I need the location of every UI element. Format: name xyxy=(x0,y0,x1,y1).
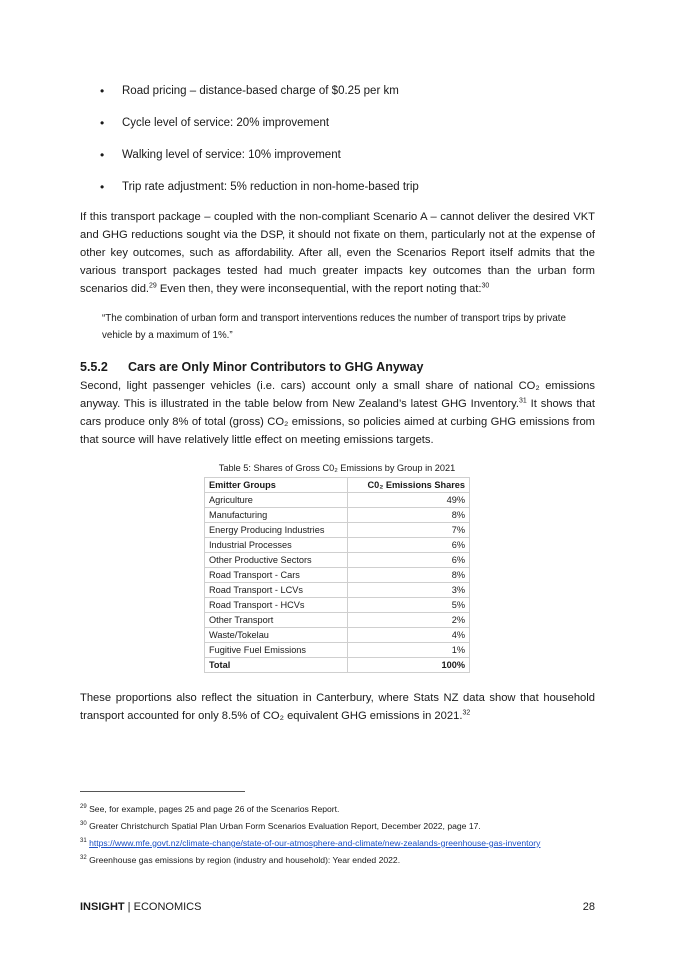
footnote xyxy=(80,834,600,851)
row-label: Industrial Processes xyxy=(205,538,348,553)
row-value: 6% xyxy=(347,553,469,568)
section-number: 5.5.2 xyxy=(80,360,108,374)
row-label: Road Transport - HCVs xyxy=(205,598,348,613)
footnote-link[interactable]: https://www.mfe.govt.nz/climate-change/state-of-our-atmosphere-and-climate/new-zealands-greenhouse-gas-inventory xyxy=(89,837,541,848)
row-value: 3% xyxy=(347,583,469,598)
block-quote: “The combination of urban form and transport interventions reduces the number of transport trips by private vehicle by a maximum of 1%.” xyxy=(102,313,566,341)
section-heading xyxy=(80,360,423,374)
paragraph-cars-share xyxy=(80,377,595,449)
emissions-table xyxy=(204,477,470,673)
bullet-item: • Road pricing – distance-based charge of $0.25 per km xyxy=(100,84,419,116)
page-number: 28 xyxy=(582,901,595,913)
table-total-row xyxy=(205,658,470,673)
bullet-list xyxy=(100,84,419,212)
row-label: Other Transport xyxy=(205,613,348,628)
row-value: 4% xyxy=(347,628,469,643)
row-value: 1% xyxy=(347,643,469,658)
table-caption: Table 5: Shares of Gross C0₂ Emissions by Group in 2021 xyxy=(218,463,456,473)
table-header-row xyxy=(205,478,470,493)
table-row xyxy=(205,628,470,643)
row-value: 2% xyxy=(347,613,469,628)
row-label: Waste/Tokelau xyxy=(205,628,348,643)
paragraph-transport-package xyxy=(80,208,595,298)
table-row xyxy=(205,643,470,658)
paragraph-text: Even then, they were inconsequential, with the report noting that: xyxy=(156,283,482,295)
footnote-number: 29 xyxy=(80,804,87,810)
table-row xyxy=(205,613,470,628)
section-title: Cars are Only Minor Contributors to GHG Anyway xyxy=(128,360,424,374)
row-label: Road Transport - LCVs xyxy=(205,583,348,598)
footnote-ref[interactable]: 30 xyxy=(481,282,490,290)
paragraph-text: Second, light passenger vehicles (i.e. cars) account only a small share of national CO₂ emissions anyway. This is illustrated in the table below from New Zealand’s latest GHG Inventory. xyxy=(80,380,595,410)
table-row xyxy=(205,583,470,598)
paragraph-text: These proportions also reflect the situation in Canterbury, where Stats NZ data show that household transport accounted for only 8.5% of CO₂ equivalent GHG emissions in 2021. xyxy=(80,692,595,722)
row-label: Fugitive Fuel Emissions xyxy=(205,643,348,658)
footnote-number: 31 xyxy=(80,837,87,844)
table-row xyxy=(205,508,470,523)
footnote-number: 30 xyxy=(80,820,87,827)
footnote-ref[interactable]: 32 xyxy=(462,709,471,717)
column-header: Emitter Groups xyxy=(205,478,348,493)
paragraph-text: It shows that cars produce only 8% of total (gross) CO₂ emissions, so policies aimed at curbing GHG emissions from that source will have relatively little effect on meeting emissions targets. xyxy=(80,398,595,446)
bullet-item: • Cycle level of service: 20% improvement xyxy=(100,116,419,148)
footnote-text: Greenhouse gas emissions by region (industry and household): Year ended 2022. xyxy=(89,854,401,865)
footnote-number: 32 xyxy=(80,854,87,861)
row-label: Other Productive Sectors xyxy=(205,553,348,568)
table-row xyxy=(205,553,470,568)
footnote-text: Greater Christchurch Spatial Plan Urban Form Scenarios Evaluation Report, December 2022, page 17. xyxy=(89,820,481,831)
table-row xyxy=(205,523,470,538)
table-row xyxy=(205,598,470,613)
paragraph-text: If this transport package – coupled with the non-compliant Scenario A – cannot deliver the desired VKT and GHG reductions sought via the DSP, it should not fixate on them, particularly not at the expense of other key outcomes, such as affordability. After all, even the Scenarios Report itself admits that the various transport packages tested had much greater impacts key outcomes than the urban form scenarios did. xyxy=(80,211,595,295)
row-label: Manufacturing xyxy=(205,508,348,523)
footer-brand-bold: INSIGHT xyxy=(80,901,125,913)
row-value: 49% xyxy=(347,493,469,508)
footnotes xyxy=(80,800,600,867)
row-value: 6% xyxy=(347,538,469,553)
footnote-ref[interactable]: 31 xyxy=(518,397,527,405)
footer-separator: | xyxy=(124,901,134,913)
footnote-ref[interactable]: 29 xyxy=(149,282,157,290)
row-label: Road Transport - Cars xyxy=(205,568,348,583)
footnote xyxy=(80,817,600,834)
total-label: Total xyxy=(205,658,348,673)
row-value: 8% xyxy=(347,568,469,583)
footer-brand-rest: ECONOMICS xyxy=(133,901,202,913)
row-label: Energy Producing Industries xyxy=(205,523,348,538)
footnote-text: See, for example, pages 25 and page 26 of the Scenarios Report. xyxy=(89,803,340,814)
total-value: 100% xyxy=(347,658,469,673)
column-header: C0₂ Emissions Shares xyxy=(347,478,469,493)
table-row xyxy=(205,568,470,583)
bullet-item: • Trip rate adjustment: 5% reduction in non-home-based trip xyxy=(100,180,419,212)
footnote xyxy=(80,800,600,817)
row-label: Agriculture xyxy=(205,493,348,508)
page-footer xyxy=(80,901,201,913)
table-row xyxy=(205,538,470,553)
paragraph-canterbury xyxy=(80,689,595,725)
footnote xyxy=(80,851,600,868)
bullet-item: • Walking level of service: 10% improvement xyxy=(100,148,419,180)
table-row xyxy=(205,493,470,508)
footnote-divider xyxy=(80,791,245,792)
row-value: 8% xyxy=(347,508,469,523)
row-value: 7% xyxy=(347,523,469,538)
row-value: 5% xyxy=(347,598,469,613)
